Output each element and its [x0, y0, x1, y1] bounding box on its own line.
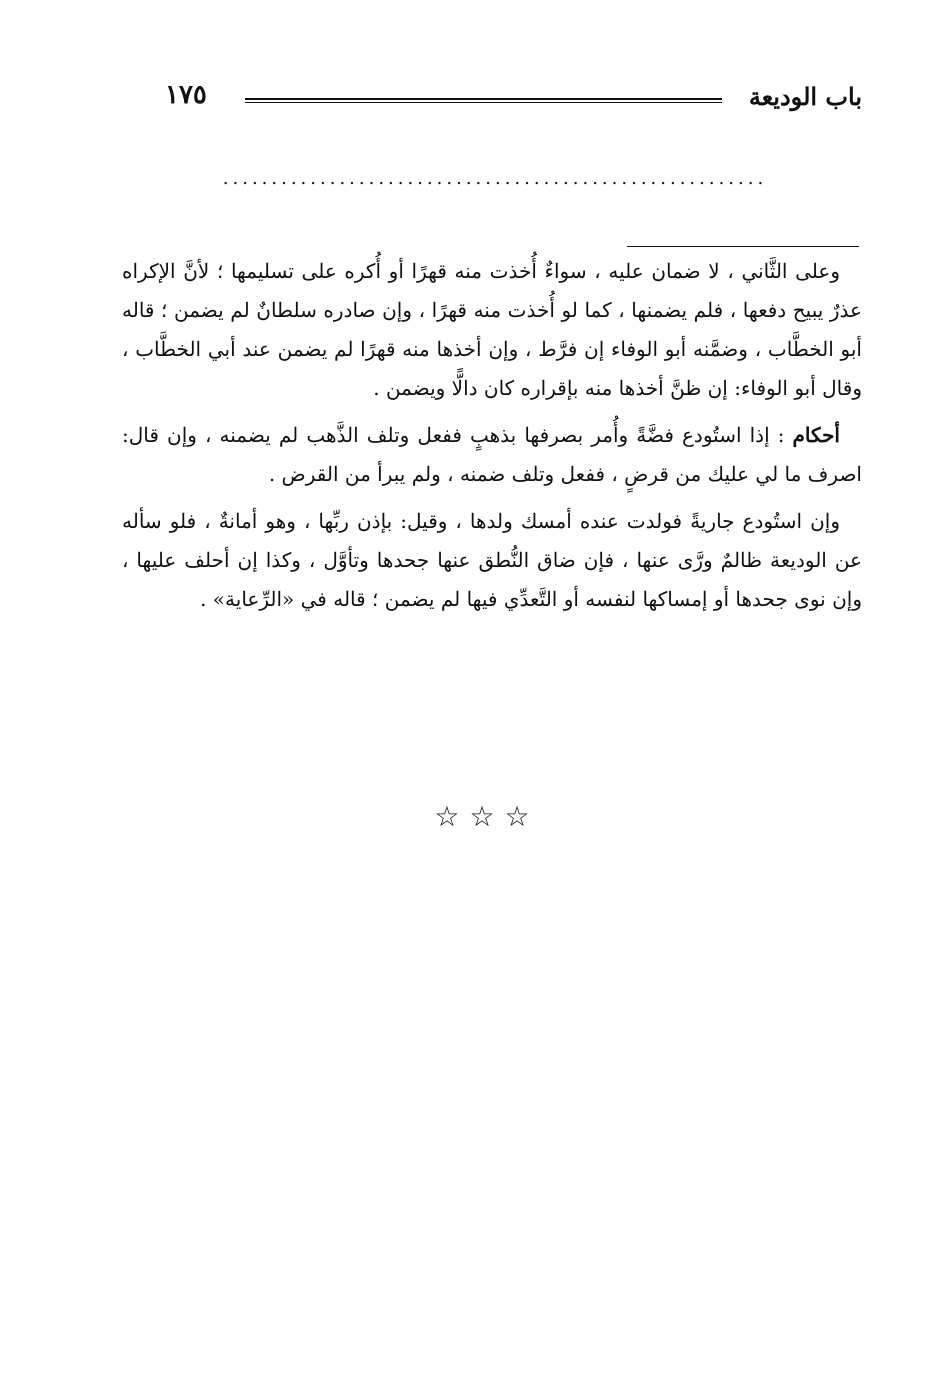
paragraph-3: وإن استُودع جاريةً فولدت عنده أمسك ولدها ، وقيل: بإذن ربِّها ، وهو أمانةٌ ، فلو سأله عن الوديعة ظالمٌ ورَّى عنها ، فإن ضاق النُّطق عنها جحدها وتأوَّل ، وكذا إن أحلف عليها ، وإن نوى جحدها أو إمساكها لنفسه أو التَّعدِّي فيها لم يضمن ؛ قاله في «الرِّعاية» .	[122, 509, 862, 611]
paragraph-2	[122, 416, 862, 494]
page-header	[165, 80, 862, 120]
body-text	[122, 252, 862, 627]
paragraph-2-text: : إذا استُودع فضَّةً وأُمر بصرفها بذهبٍ ففعل وتلف الذَّهب لم يضمنه ، وإن قال: اصرف ما لي عليك من قرضٍ ، ففعل وتلف ضمنه ، ولم يبرأ من القرض .	[122, 423, 862, 486]
short-rule	[627, 246, 859, 247]
chapter-title: باب الوديعة	[748, 82, 862, 111]
star-ornament: ☆☆☆	[434, 800, 540, 833]
page-number: ١٧٥	[165, 80, 207, 110]
header-rule	[245, 98, 722, 103]
paragraph-2-term: أحكام	[792, 423, 840, 447]
paragraph-1: وعلى الثَّاني ، لا ضمان عليه ، سواءٌ أُخذت منه قهرًا أو أُكره على تسليمها ؛ لأنَّ الإكراه عذرٌ يبيح دفعها ، فلم يضمنها ، كما لو أُخذت منه قهرًا ، وإن صادره سلطانٌ لم يضمن ؛ قاله أبو الخطَّاب ، وضمَّنه أبو الوفاء إن فرَّط ، وإن أخذها منه قهرًا لم يضمن عند أبي الخطَّاب ، وقال أبو الوفاء: إن ظنَّ أخذها منه بإقراره كان دالًّا ويضمن .	[122, 259, 862, 400]
dotted-separator: ........................................................	[222, 168, 768, 189]
